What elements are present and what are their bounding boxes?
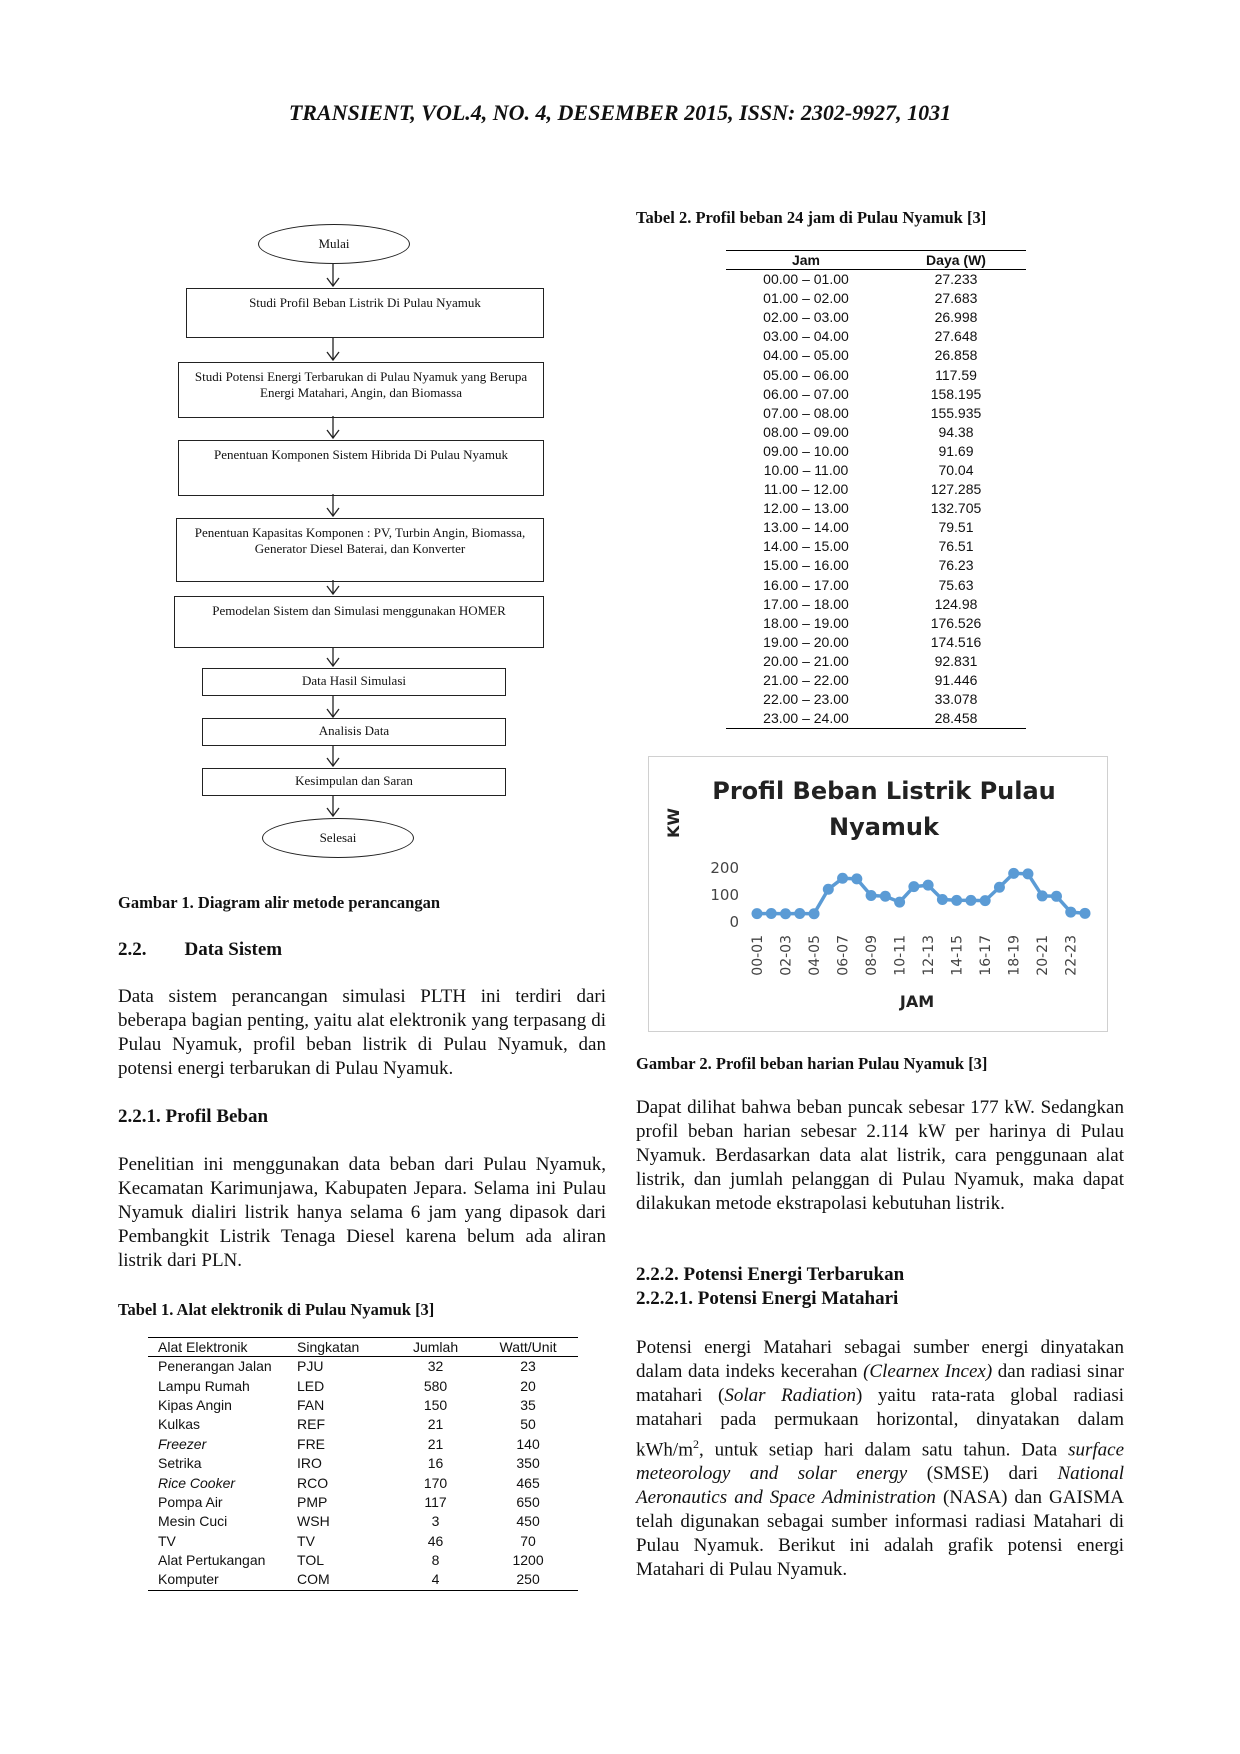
table-1-cell: WSH xyxy=(297,1513,330,1530)
data-point xyxy=(980,895,991,906)
table-1-cell: TV xyxy=(158,1532,176,1549)
table-2-cell: 19.00 – 20.00 xyxy=(763,633,849,650)
flow-step-3: Penentuan Komponen Sistem Hibrida Di Pulau Nyamuk xyxy=(178,440,544,496)
table-1-cell: Freezer xyxy=(158,1435,207,1452)
table-1-cell: LED xyxy=(297,1377,325,1394)
table-2-cell: 16.00 – 17.00 xyxy=(763,576,849,593)
table-1-cell: Mesin Cuci xyxy=(158,1513,228,1530)
data-point xyxy=(1080,908,1091,919)
table-1-cell: 450 xyxy=(516,1513,540,1530)
series-line xyxy=(757,873,1085,913)
x-axis-label: JAM xyxy=(899,992,935,1011)
section-2-2-heading: 2.2. Data Sistem xyxy=(118,939,283,960)
table-2-cell: 26.998 xyxy=(934,309,978,326)
table-2-row xyxy=(726,556,1026,575)
data-point xyxy=(851,873,862,884)
table-1-cell: 150 xyxy=(423,1396,448,1413)
table-2-cell: 174.516 xyxy=(930,633,982,650)
data-point xyxy=(823,884,834,895)
table-2-row xyxy=(726,346,1026,365)
table-1-cell: PMP xyxy=(297,1493,328,1510)
data-point xyxy=(837,873,848,884)
table-2-cell: 94.38 xyxy=(938,423,974,440)
text-run: ) yaitu rata-rata global radiasi matahari pada permukaan horizontal, dinyatakan dalam kWh/m xyxy=(636,1385,1125,1461)
table-2-row xyxy=(726,690,1026,709)
table-2-cell: 75.63 xyxy=(938,576,974,593)
load-profile-chart-svg xyxy=(649,757,1107,1031)
x-tick-label: 22-23 xyxy=(1063,935,1080,976)
data-point xyxy=(923,880,934,891)
table-1-caption: Tabel 1. Alat elektronik di Pulau Nyamuk [3] xyxy=(118,1300,435,1319)
journal-header: TRANSIENT, VOL.4, NO. 4, DESEMBER 2015, ISSN: 2302-9927, 1031 xyxy=(288,100,952,125)
table-1-cell: Rice Cooker xyxy=(158,1474,236,1491)
flow-step-5: Pemodelan Sistem dan Simulasi menggunakan HOMER xyxy=(174,596,544,648)
data-point xyxy=(965,895,976,906)
table-1-header: Singkatan xyxy=(287,1338,393,1357)
table-2-cell: 03.00 – 04.00 xyxy=(763,328,849,345)
table-1-cell: RCO xyxy=(297,1474,329,1491)
table-1-cell: 3 xyxy=(431,1513,440,1530)
table-1-cell: FRE xyxy=(297,1435,326,1452)
table-1-cell: Lampu Rumah xyxy=(158,1377,250,1394)
table-2-row xyxy=(726,385,1026,404)
table-2-cell: 158.195 xyxy=(930,385,982,402)
x-tick-label: 16-17 xyxy=(978,935,995,976)
table-2-cell: 04.00 – 05.00 xyxy=(763,347,849,364)
figure-2-caption: Gambar 2. Profil beban harian Pulau Nyamuk [3] xyxy=(636,1054,988,1073)
table-1-cell: 4 xyxy=(393,1570,478,1590)
table-2 xyxy=(726,250,1026,729)
section-2-2-2-heading: 2.2.2. Potensi Energi Terbarukan xyxy=(636,1264,905,1285)
table-1-cell: 465 xyxy=(516,1474,540,1491)
table-1-cell: Penerangan Jalan xyxy=(158,1358,272,1375)
table-1-header: Watt/Unit xyxy=(478,1338,578,1357)
section-2-2-1-paragraph xyxy=(118,1153,606,1273)
table-2-cell: 27.233 xyxy=(934,271,978,288)
table-1-cell: Setrika xyxy=(158,1455,202,1472)
flow-step-6: Data Hasil Simulasi xyxy=(202,668,506,696)
table-2-row xyxy=(726,652,1026,671)
table-1-cell: 32 xyxy=(427,1358,444,1375)
table-1-cell: TV xyxy=(297,1532,315,1549)
data-point xyxy=(951,895,962,906)
flow-step-2: Studi Potensi Energi Terbarukan di Pulau Nyamuk yang Berupa Energi Matahari, Angin, dan Biomassa xyxy=(178,362,544,418)
table-1-cell: Pompa Air xyxy=(158,1493,223,1510)
table-2-cell: 76.51 xyxy=(938,538,974,555)
table-2-cell: 91.446 xyxy=(934,672,978,689)
table-2-cell: 12.00 – 13.00 xyxy=(763,500,849,517)
data-point xyxy=(937,894,948,905)
data-point xyxy=(752,908,763,919)
table-2-cell: 92.831 xyxy=(934,652,978,669)
flow-step-7: Analisis Data xyxy=(202,718,506,746)
table-1-row xyxy=(148,1357,578,1377)
table-2-row xyxy=(726,709,1026,729)
data-point xyxy=(1008,868,1019,879)
table-2-row xyxy=(726,461,1026,480)
data-point xyxy=(908,881,919,892)
table-1-row xyxy=(148,1415,578,1434)
table-1-row xyxy=(148,1435,578,1454)
table-2-cell: 28.458 xyxy=(886,709,1026,729)
section-2-2-1-heading: 2.2.1. Profil Beban xyxy=(118,1106,269,1127)
table-2-cell: 06.00 – 07.00 xyxy=(763,385,849,402)
table-1-cell: 250 xyxy=(478,1570,578,1590)
data-point xyxy=(1051,891,1062,902)
table-1-cell: 50 xyxy=(520,1416,536,1433)
table-1-cell: 8 xyxy=(431,1552,440,1569)
data-point xyxy=(880,891,891,902)
x-tick-label: 12-13 xyxy=(921,935,938,976)
table-2-cell: 13.00 – 14.00 xyxy=(763,519,849,536)
table-2-row xyxy=(726,327,1026,346)
text-run: (NASA) dan GAISMA telah digunakan sebagai sumber informasi radiasi Matahari di Pulau Nyamuk. Berikut ini adalah grafik potensi energi Matahari di Pulau Nyamuk. xyxy=(636,1487,1124,1581)
data-point xyxy=(1065,907,1076,918)
table-2-cell: 08.00 – 09.00 xyxy=(763,423,849,440)
figure-1-caption: Gambar 1. Diagram alir metode perancangan xyxy=(118,893,441,912)
table-2-header: Jam xyxy=(726,251,886,270)
flowchart xyxy=(150,220,570,860)
table-1-cell: Komputer xyxy=(148,1570,287,1590)
table-2-header: Daya (W) xyxy=(886,251,1026,270)
data-point xyxy=(780,908,791,919)
table-2-cell: 17.00 – 18.00 xyxy=(763,595,849,612)
y-tick-label: 200 xyxy=(710,859,739,877)
data-point xyxy=(766,908,777,919)
table-2-row xyxy=(726,442,1026,461)
x-tick-label: 06-07 xyxy=(835,935,852,976)
table-2-cell: 02.00 – 03.00 xyxy=(763,309,849,326)
data-point xyxy=(894,897,905,908)
flow-step-8: Kesimpulan dan Saran xyxy=(202,768,506,796)
table-1-row xyxy=(148,1493,578,1512)
table-2-cell: 27.683 xyxy=(934,290,978,307)
table-2-row xyxy=(726,365,1026,384)
table-1-row xyxy=(148,1396,578,1415)
table-1-cell: REF xyxy=(297,1416,326,1433)
y-tick-label: 0 xyxy=(729,913,739,931)
text-run-italic: surface meteorology and solar energy xyxy=(636,1439,1124,1485)
table-2-cell: 33.078 xyxy=(934,691,978,708)
table-1-cell: TOL xyxy=(297,1552,324,1569)
table-2-row xyxy=(726,576,1026,595)
table-2-header-row xyxy=(726,251,1026,270)
table-2-cell: 127.285 xyxy=(930,481,982,498)
table-1-cell: 46 xyxy=(427,1532,444,1549)
table-2-cell: 176.526 xyxy=(930,614,982,631)
table-2-row xyxy=(726,614,1026,633)
data-point xyxy=(1037,890,1048,901)
data-point xyxy=(794,908,805,919)
x-tick-label: 02-03 xyxy=(778,935,795,976)
table-1-cell: Kulkas xyxy=(158,1416,201,1433)
text-run-italic: National Aeronautics and Space Administration xyxy=(636,1463,1125,1509)
y-tick-label: 100 xyxy=(710,886,739,904)
data-point xyxy=(994,882,1005,893)
text-run: dan radiasi sinar matahari ( xyxy=(636,1361,1124,1406)
table-1-header-row xyxy=(148,1338,578,1357)
table-1-row xyxy=(148,1512,578,1531)
table-2-cell: 11.00 – 12.00 xyxy=(763,481,849,498)
superscript: 2 xyxy=(693,1437,699,1451)
table-2-cell: 76.23 xyxy=(938,557,974,574)
table-2-row xyxy=(726,404,1026,423)
table-1-cell: 650 xyxy=(516,1493,540,1510)
table-2-cell: 27.648 xyxy=(934,328,978,345)
right-paragraph-1 xyxy=(636,1096,1124,1216)
table-2-row xyxy=(726,423,1026,442)
table-1-header: Jumlah xyxy=(393,1338,478,1357)
table-1-cell: 21 xyxy=(427,1416,444,1433)
data-point xyxy=(1022,868,1033,879)
table-1-cell: Alat Pertukangan xyxy=(158,1552,266,1569)
text-run: (SMSE) dari xyxy=(907,1463,1058,1485)
x-tick-label: 00-01 xyxy=(750,935,766,976)
table-1-cell: 23 xyxy=(520,1358,536,1375)
table-1-cell: 21 xyxy=(427,1435,444,1452)
table-2-row xyxy=(726,633,1026,652)
table-1-cell: 350 xyxy=(516,1455,540,1472)
table-1-cell: 35 xyxy=(520,1396,536,1413)
text-run-italic: Solar Radiation xyxy=(724,1385,857,1406)
table-2-cell: 07.00 – 08.00 xyxy=(763,404,849,421)
x-tick-label: 04-05 xyxy=(807,935,824,976)
x-tick-label: 20-21 xyxy=(1035,935,1052,976)
table-1-row xyxy=(148,1376,578,1395)
text-run: Potensi energi Matahari sebagai sumber energi dinyatakan dalam data indeks kecerahan xyxy=(636,1337,1124,1382)
table-2-row xyxy=(726,480,1026,499)
x-tick-label: 10-11 xyxy=(892,935,909,976)
right-paragraph-2 xyxy=(636,1336,1124,1582)
table-1-cell: 140 xyxy=(516,1435,540,1452)
table-1-cell: Kipas Angin xyxy=(158,1396,232,1413)
table-2-row xyxy=(726,289,1026,308)
table-1-row xyxy=(148,1473,578,1492)
right-paragraph-2-text xyxy=(636,1336,1124,1582)
table-1-cell: 70 xyxy=(520,1532,536,1549)
load-profile-chart xyxy=(648,756,1108,1032)
table-2-cell: 91.69 xyxy=(938,442,974,459)
table-1-cell: FAN xyxy=(297,1396,325,1413)
table-2-cell: 10.00 – 11.00 xyxy=(763,461,849,478)
table-2-cell: 14.00 – 15.00 xyxy=(763,538,849,555)
table-1-row xyxy=(148,1454,578,1473)
text-run-italic: (Clearnex Incex) xyxy=(863,1361,993,1382)
table-2-cell: 00.00 – 01.00 xyxy=(763,271,849,288)
table-2-cell: 20.00 – 21.00 xyxy=(763,652,849,669)
table-2-row xyxy=(726,308,1026,327)
table-2-cell: 01.00 – 02.00 xyxy=(763,290,849,307)
table-2-cell: 70.04 xyxy=(938,461,974,478)
table-1-cell: 20 xyxy=(520,1377,536,1394)
table-2-cell: 117.59 xyxy=(935,366,977,383)
table-2-cell: 18.00 – 19.00 xyxy=(763,614,849,631)
table-1-header: Alat Elektronik xyxy=(148,1338,287,1357)
section-2-2-1-text: Penelitian ini menggunakan data beban dari Pulau Nyamuk, Kecamatan Karimunjawa, Kabupaten Jepara. Selama ini Pulau Nyamuk dialiri listrik hanya selama 6 jam yang dipasok dari Pembangkit Listrik Tenaga Diesel karena belum ada aliran listrik dari PLN. xyxy=(118,1154,606,1271)
section-2-2-paragraph xyxy=(118,985,606,1081)
data-point xyxy=(809,908,820,919)
table-1-row xyxy=(148,1570,578,1590)
table-1 xyxy=(148,1337,578,1591)
table-1-cell: 580 xyxy=(423,1377,448,1394)
table-1-cell: 1200 xyxy=(512,1552,544,1569)
table-2-row xyxy=(726,518,1026,537)
table-1-cell: IRO xyxy=(297,1455,322,1472)
section-2-2-text: Data sistem perancangan simulasi PLTH ini terdiri dari beberapa bagian penting, yaitu alat elektronik yang terpasang di Pulau Nyamuk, profil beban listrik di Pulau Nyamuk, dan potensi energi terbarukan di Pulau Nyamuk. xyxy=(118,986,606,1079)
table-2-grid xyxy=(726,250,1026,729)
table-2-caption: Tabel 2. Profil beban 24 jam di Pulau Nyamuk [3] xyxy=(636,208,987,227)
section-2-2-2-1-heading: 2.2.2.1. Potensi Energi Matahari xyxy=(636,1288,899,1309)
chart-title: Profil Beban Listrik Pulau xyxy=(712,777,1056,805)
table-1-cell: COM xyxy=(287,1570,393,1590)
table-2-row xyxy=(726,499,1026,518)
table-1-row xyxy=(148,1551,578,1570)
table-2-cell: 15.00 – 16.00 xyxy=(763,557,849,574)
chart-title: Nyamuk xyxy=(829,813,939,841)
table-2-cell: 22.00 – 23.00 xyxy=(763,691,849,708)
table-1-cell: 170 xyxy=(423,1474,448,1491)
x-tick-label: 14-15 xyxy=(949,935,966,976)
x-tick-label: 18-19 xyxy=(1006,935,1023,976)
table-2-cell: 26.858 xyxy=(934,347,978,364)
table-2-cell: 132.705 xyxy=(930,500,982,517)
table-2-cell: 21.00 – 22.00 xyxy=(763,672,849,689)
right-paragraph-1-text: Dapat dilihat bahwa beban puncak sebesar 177 kW. Sedangkan profil beban harian sebesar 2.114 kW per harinya di Pulau Nyamuk. Berdasarkan data alat listrik, cara penggunaan alat listrik, dan jumlah pelanggan di Pulau Nyamuk, maka dapat dilakukan metode ekstrapolasi kebutuhan listrik. xyxy=(636,1097,1124,1214)
table-1-cell: 117 xyxy=(424,1493,447,1510)
table-1-cell: PJU xyxy=(297,1358,324,1375)
data-point xyxy=(866,890,877,901)
table-2-row xyxy=(726,595,1026,614)
table-2-row xyxy=(726,537,1026,556)
x-tick-label: 08-09 xyxy=(864,935,881,976)
flow-end: Selesai xyxy=(262,818,414,858)
text-run: , untuk setiap hari dalam satu tahun. Data xyxy=(699,1439,1069,1461)
y-axis-label: KW xyxy=(664,807,683,839)
table-1-grid xyxy=(148,1337,578,1591)
table-2-cell: 05.00 – 06.00 xyxy=(763,366,849,383)
table-2-row xyxy=(726,270,1026,290)
flow-step-4: Penentuan Kapasitas Komponen : PV, Turbin Angin, Biomassa, Generator Diesel Baterai, dan Konverter xyxy=(176,518,544,582)
table-2-cell: 79.51 xyxy=(938,519,974,536)
flow-step-1: Studi Profil Beban Listrik Di Pulau Nyamuk xyxy=(186,288,544,338)
flow-start: Mulai xyxy=(258,224,410,264)
table-2-row xyxy=(726,671,1026,690)
table-1-row xyxy=(148,1532,578,1551)
table-2-cell: 155.935 xyxy=(930,404,982,421)
table-2-cell: 09.00 – 10.00 xyxy=(763,442,849,459)
table-1-cell: 16 xyxy=(427,1455,444,1472)
table-2-cell: 23.00 – 24.00 xyxy=(726,709,886,729)
table-2-cell: 124.98 xyxy=(934,595,978,612)
